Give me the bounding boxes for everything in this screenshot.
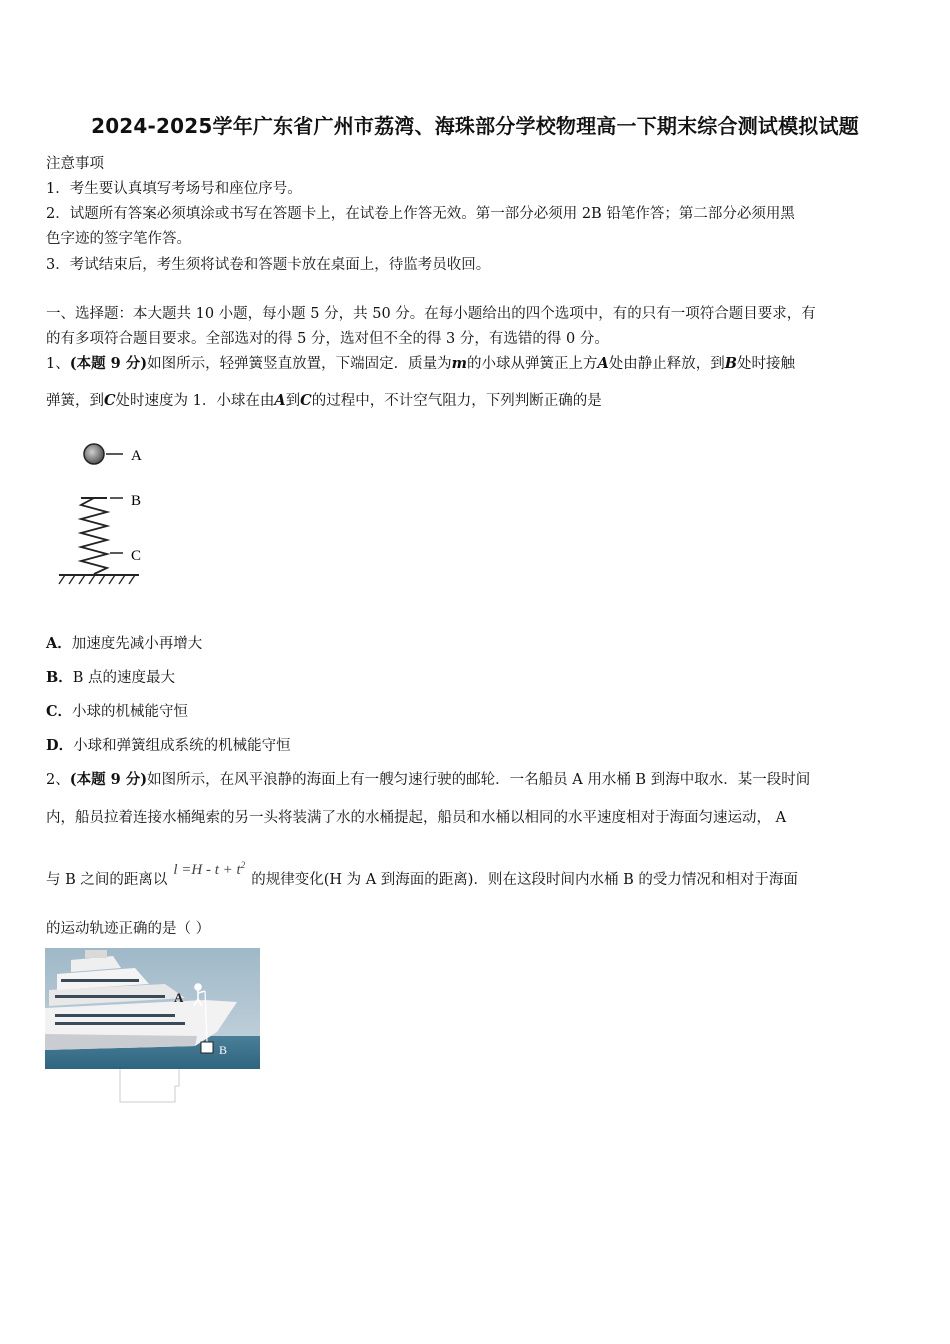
option-b <box>46 666 908 687</box>
formula <box>173 862 245 878</box>
bucket <box>201 1042 213 1053</box>
spring <box>81 498 107 574</box>
question-1-text <box>46 389 908 410</box>
question-text: 处时速度为 1．小球在由 <box>115 393 275 409</box>
spring-figure <box>55 435 165 595</box>
symbol-m: m <box>451 355 467 372</box>
crop-frame <box>120 1069 179 1102</box>
formula-exponent: 2 <box>240 860 246 870</box>
question-text: 的过程中，不计空气阻力，下列判断正确的是 <box>311 393 602 409</box>
symbol-A: A <box>274 392 286 409</box>
section-instruction: 一、选择题：本大题共 10 小题，每小题 5 分，共 50 分。在每小题给出的四个选项中，有的只有一项符合题目要求，有 <box>46 306 816 322</box>
option-text: 小球的机械能守恒 <box>72 704 189 720</box>
question-1-text <box>46 352 908 373</box>
question-score: (本题 9 分) <box>69 355 148 372</box>
label-B: B <box>131 493 142 509</box>
question-text: 弹簧，到 <box>46 393 104 409</box>
option-key: C． <box>46 703 73 720</box>
option-key: A． <box>46 635 72 652</box>
question-2-text: 的运动轨迹正确的是（ ） <box>46 921 211 937</box>
question-text: 如图所示，轻弹簧竖直放置，下端固定．质量为 <box>147 356 452 372</box>
question-score: (本题 9 分) <box>69 771 148 788</box>
option-key: D． <box>46 737 74 754</box>
question-text: 的小球从弹簧正上方 <box>466 356 598 372</box>
notice-heading: 注意事项 <box>46 156 104 172</box>
question-text: 如图所示，在风平浪静的海面上有一艘匀速行驶的邮轮．一名船员 A 用水桶 B 到海中取水．某一段时间 <box>147 772 811 788</box>
question-text: 到 <box>285 393 301 409</box>
question-2-text <box>46 768 908 789</box>
section-instruction: 的有多项符合题目要求。全部选对的得 5 分，选对但不全的得 3 分，有选错的得 0 分。 <box>46 331 609 347</box>
question-2-text <box>46 860 908 889</box>
notice-item: 3．考试结束后，考生须将试卷和答题卡放在桌面上，待监考员收回。 <box>46 257 491 273</box>
symbol-C: C <box>104 392 116 409</box>
option-c <box>46 700 908 721</box>
symbol-A: A <box>597 355 609 372</box>
symbol-B: B <box>724 355 738 372</box>
question-2-text: 内，船员拉着连接水桶绳索的另一头将装满了水的水桶提起，船员和水桶以相同的水平速度相对于海面匀速运动， A <box>46 810 787 826</box>
option-key: B． <box>46 669 73 686</box>
option-d <box>46 734 908 755</box>
question-text: 的规律变化(H 为 A 到海面的距离)．则在这段时间内水桶 B 的受力情况和相对于海面 <box>251 872 798 888</box>
label-C: C <box>131 548 142 564</box>
notice-item: 2．试题所有答案必须填涂或书写在答题卡上，在试卷上作答无效。第一部分必须用 2B 铅笔作答；第二部分必须用黑 <box>46 206 795 222</box>
label-A: A <box>131 448 142 464</box>
option-text: B 点的速度最大 <box>72 670 176 686</box>
ship-label-B: B <box>219 1043 228 1057</box>
symbol-C: C <box>300 392 312 409</box>
question-number: 1、 <box>46 356 70 372</box>
question-text: 处由静止释放，到 <box>608 356 725 372</box>
notice-item: 1．考生要认真填写考场号和座位序号。 <box>46 181 302 197</box>
ball <box>84 444 104 464</box>
ship-figure <box>45 948 260 1108</box>
question-text: 与 B 之间的距离以 <box>46 872 168 888</box>
option-text: 加速度先减小再增大 <box>71 636 203 652</box>
question-text: 处时接触 <box>737 356 796 372</box>
page-title: 2024-2025学年广东省广州市荔湾、海珠部分学校物理高一下期末综合测试模拟试题 <box>91 114 859 138</box>
ship-label-A: A <box>174 990 184 1005</box>
notice-item: 色字迹的签字笔作答。 <box>46 231 191 247</box>
option-text: 小球和弹簧组成系统的机械能守恒 <box>73 738 291 754</box>
formula-body: l =H - t + t <box>173 862 241 878</box>
option-a <box>46 632 908 653</box>
question-number: 2、 <box>46 772 70 788</box>
